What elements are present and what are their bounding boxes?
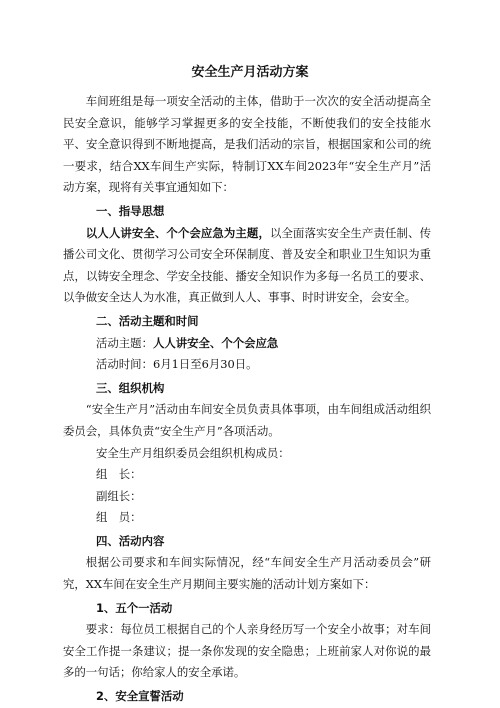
committee-member-line: 组 员： [96, 510, 142, 525]
activity-item-1-heading: 1、五个一活动 [96, 600, 173, 615]
committee-deputy-line: 副组长： [96, 488, 142, 503]
section-heading-guiding-ideology: 一、指导思想 [96, 203, 165, 218]
activity-theme-line [63, 333, 431, 355]
guiding-ideology-theme: 以人人讲安全、个个会应急为主题， [85, 225, 270, 240]
guiding-ideology-paragraph [63, 223, 431, 309]
activity-item-2-heading: 2、安全宣誓活动 [96, 689, 184, 704]
committee-members-intro: 安全生产月组织委员会组织机构成员： [96, 445, 290, 460]
section-heading-organization: 三、组织机构 [96, 380, 165, 395]
section-heading-activity-content: 四、活动内容 [96, 533, 165, 548]
document-title: 安全生产月活动方案 [191, 65, 309, 80]
guiding-ideology-text: 以全面落实安全生产责任制、传播公司文化、贯彻学习公司安全环保制度、普及安全和职业卫生知识为重点，以铸安全理念、学安全技能、播安全知识作为多每一名员工的要求、以争做安全达人为水准，真正做到人人、事事、时时讲安全，会安全。 [63, 225, 431, 305]
intro-paragraph: 车间班组是每一项安全活动的主体，借助于一次次的安全活动提高全民安全意识，能够学习掌握更多的安全技能，不断使我们的安全技能水平、安全意识得到不断地提高，是我们活动的宗旨，根据国家和公司的统一要求，结合XX车间生产实际，特制订XX车间2023年“安全生产月”活动方案，现将有关事宜通知如下： [63, 94, 431, 195]
activity-item-1-text: 要求：每位员工根据自己的个人亲身经历写一个安全小故事；对车间安全工作提一条建议；提一条你发现的安全隐患；上班前家人对你说的最多的一句话；你给家人的安全承诺。 [63, 622, 431, 680]
committee-leader-line: 组 长： [96, 467, 142, 482]
organization-paragraph: “安全生产月”活动由车间安全员负责具体事项，由车间组成活动组织委员会，具体负责“安全生产月”各项活动。 [63, 402, 431, 438]
activity-content-paragraph: 根据公司要求和车间实际情况，经“车间安全生产月活动委员会”研究，XX车间在安全生产月期间主要实施的活动计划方案如下： [63, 555, 431, 592]
activity-theme-label: 活动主题： [96, 335, 153, 350]
document-body [63, 91, 431, 708]
activity-time-line: 活动时间：6月1日至6月30日。 [96, 357, 258, 372]
section-heading-theme-time: 二、活动主题和时间 [96, 313, 199, 328]
activity-theme-value: 人人讲安全、个个会应急 [152, 335, 279, 350]
